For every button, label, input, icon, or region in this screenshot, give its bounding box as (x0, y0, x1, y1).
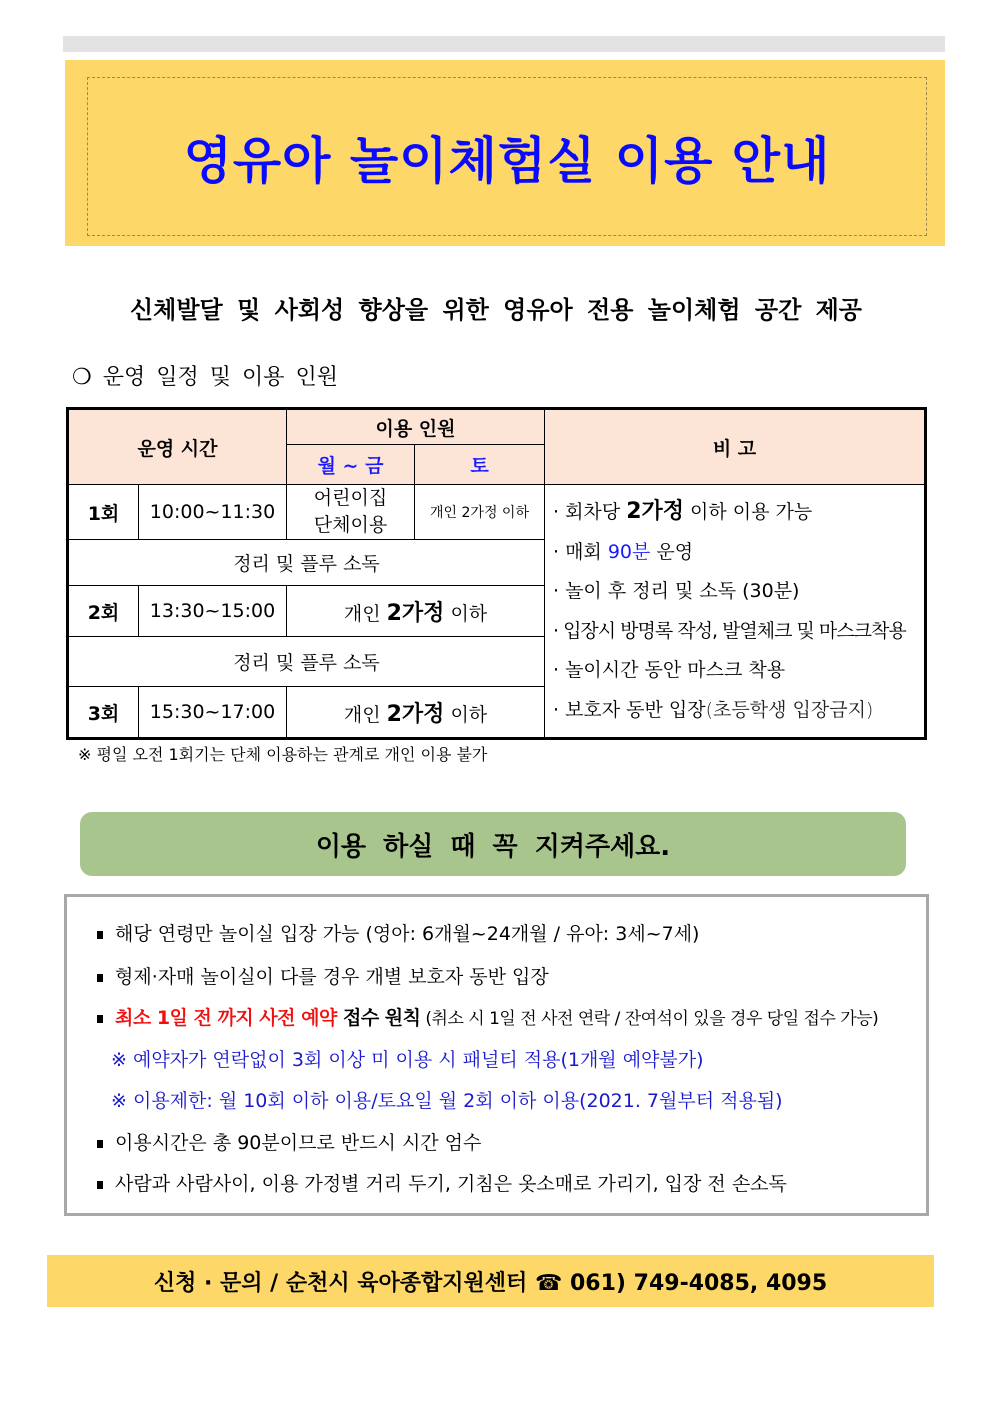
contact-footer: 신청 · 문의 / 순천시 육아종합지원센터 ☎ 061) 749-4085, 4095 (47, 1255, 934, 1307)
session-no: 1회 (68, 485, 139, 540)
title-frame (87, 77, 927, 236)
square-bullet-icon (97, 931, 103, 939)
header-saturday: 토 (415, 445, 545, 485)
section-label: 운영 일정 및 이용 인원 (102, 365, 338, 390)
table-row (68, 485, 926, 540)
rule-item (97, 1128, 481, 1155)
session-time: 10:00~11:30 (139, 485, 287, 540)
rule-subnote: ※ 예약자가 연락없이 3회 이상 미 이용 시 패널티 적용(1개월 예약불가) (111, 1049, 704, 1071)
text: 운영 (650, 540, 694, 563)
text: 개인 (343, 703, 387, 726)
text: 최소 1일 전 까지 사전 예약 (115, 1007, 337, 1029)
text: 해당 연령만 놀이실 입장 가능 (영아: 6개월~24개월 / 유아: 3세~7세) (115, 923, 700, 945)
text: 단체이용 (313, 514, 388, 536)
text: · 매회 (553, 540, 608, 563)
circle-bullet-icon: ❍ (72, 365, 92, 390)
text: 이하 이용 가능 (684, 501, 813, 523)
text: 90분 (607, 540, 651, 563)
cleaning-row: 정리 및 플루 소독 (68, 637, 545, 687)
cleaning-row: 정리 및 플루 소독 (68, 540, 545, 586)
square-bullet-icon (97, 1181, 103, 1189)
text: 2가정 (386, 701, 445, 727)
remark-item (553, 533, 924, 573)
header-time: 운영 시간 (68, 409, 287, 485)
session-time: 15:30~17:00 (139, 687, 287, 739)
section-heading (72, 360, 338, 391)
remarks-cell (545, 485, 926, 739)
text: 2가정 (386, 600, 445, 626)
header-remarks: 비 고 (545, 409, 926, 485)
text: 이하 (444, 703, 488, 726)
top-bar (63, 36, 945, 52)
square-bullet-icon (97, 974, 103, 982)
text: 2가정 (626, 499, 684, 524)
text: 형제·자매 놀이실이 다를 경우 개별 보호자 동반 입장 (115, 966, 549, 988)
text: 이용시간은 총 90분이므로 반드시 시간 엄수 (115, 1132, 482, 1154)
text: 개인 (343, 602, 387, 625)
text: 사람과 사람사이, 이용 가정별 거리 두기, 기침은 옷소매로 가리기, 입장 전 손소독 (115, 1173, 787, 1195)
subtitle: 신체발달 및 사회성 향상을 위한 영유아 전용 놀이체험 공간 제공 (130, 296, 862, 324)
rule-item (97, 1169, 787, 1196)
rules-title-banner: 이용 하실 때 꼭 지켜주세요. (80, 812, 906, 876)
text: 접수 원칙 (336, 1007, 421, 1029)
square-bullet-icon (97, 1140, 103, 1148)
title-banner (65, 60, 945, 246)
square-bullet-icon (97, 1015, 103, 1023)
table-note: ※ 평일 오전 1회기는 단체 이용하는 관계로 개인 이용 불가 (78, 745, 488, 764)
rules-box (64, 894, 929, 1216)
text: · 보호자 동반 입장 (553, 698, 706, 721)
text: · 회차당 (553, 501, 627, 523)
rule-item (97, 962, 549, 989)
capacity (287, 687, 545, 739)
text: 이하 (444, 602, 488, 625)
header-weekday: 월 ~ 금 (287, 445, 415, 485)
header-people: 이용 인원 (287, 409, 545, 445)
remark-item (553, 492, 924, 533)
remark-item: · 놀이 후 정리 및 소독 (30분) (553, 580, 800, 602)
session-no: 2회 (68, 586, 139, 637)
saturday-capacity: 개인 2가정 이하 (415, 485, 545, 540)
remark-item: · 놀이시간 동안 마스크 착용 (553, 659, 786, 681)
rule-item (97, 919, 699, 946)
session-time: 13:30~15:00 (139, 586, 287, 637)
weekday-capacity (287, 485, 415, 540)
capacity (287, 586, 545, 637)
remark-item: · 입장시 방명록 작성, 발열체크 및 마스크착용 (553, 619, 906, 642)
rule-subnote: ※ 이용제한: 월 10회 이하 이용/토요일 월 2회 이하 이용(2021. 7월부터 적용됨) (111, 1090, 783, 1112)
rule-item (97, 1003, 878, 1030)
page-title: 영유아 놀이체험실 이용 안내 (183, 131, 831, 190)
session-no: 3회 (68, 687, 139, 739)
schedule-table (66, 407, 927, 740)
remark-item (553, 691, 924, 731)
text: (취소 시 1일 전 사전 연락 / 잔여석이 있을 경우 당일 접수 가능) (420, 1009, 879, 1029)
text: (초등학생 입장금지) (705, 698, 874, 721)
text: 어린이집 (313, 487, 388, 509)
